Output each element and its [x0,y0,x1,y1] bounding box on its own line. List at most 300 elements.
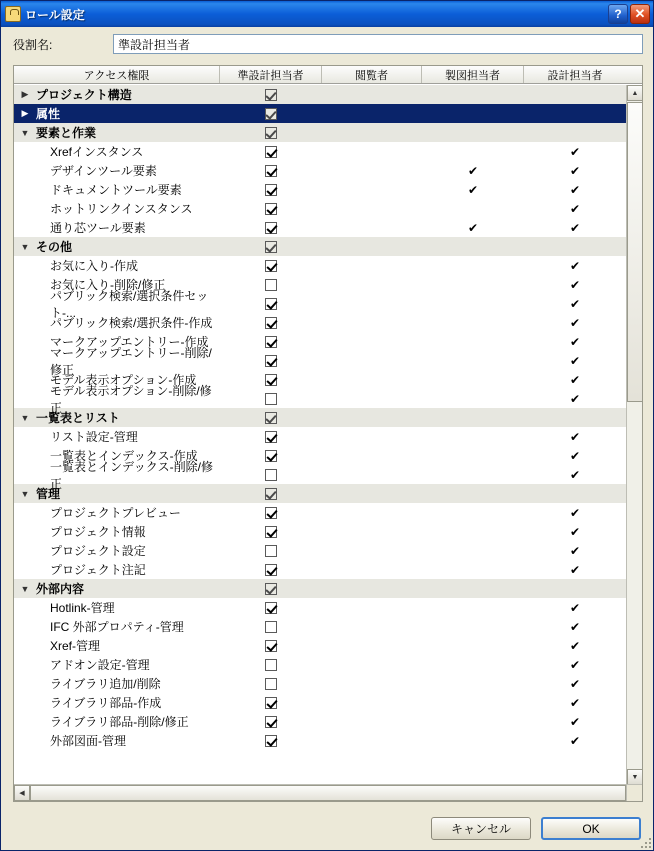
checkbox[interactable] [265,507,277,519]
cell-role1[interactable] [220,617,322,636]
cell-role1[interactable] [220,636,322,655]
cell-role2[interactable] [322,161,422,180]
disclosure-triangle-icon[interactable]: ▼ [20,241,30,252]
cell-role4[interactable] [524,313,626,332]
row-label: Hotlink-管理 [50,601,115,615]
cell-role3[interactable] [422,522,524,541]
cell-role3[interactable] [422,332,524,351]
check-mark-icon: ✔ [569,448,581,463]
cell-role1[interactable] [220,123,322,142]
checkbox[interactable] [265,602,277,614]
table-row[interactable] [14,459,626,491]
cell-role4[interactable] [524,237,626,256]
table-row[interactable] [14,503,626,522]
cell-role4[interactable] [524,199,626,218]
cell-role1[interactable] [220,275,322,294]
cell-role4[interactable] [524,541,626,560]
cell-role4[interactable] [524,617,626,636]
cell-role2[interactable] [322,579,422,598]
cell-role4[interactable] [524,389,626,408]
check-mark-icon: ✔ [569,353,581,368]
group-row[interactable] [14,484,626,503]
table-row[interactable] [14,345,626,377]
checkbox[interactable] [265,526,277,538]
cell-role2[interactable] [322,142,422,161]
cell-role1[interactable] [220,180,322,199]
row-label: ライブラリ部品-作成 [50,696,162,710]
cell-role1[interactable] [220,389,322,408]
table-row[interactable] [14,655,626,674]
checkbox-mixed[interactable] [265,488,277,500]
table-row[interactable] [14,161,626,180]
table-row[interactable] [14,522,626,541]
cell-role1[interactable] [220,218,322,237]
disclosure-triangle-icon[interactable]: ▶ [21,89,29,99]
cell-role3[interactable] [422,104,524,123]
cell-role1[interactable] [220,465,322,484]
cell-role3[interactable] [422,731,524,750]
rolename-input[interactable] [113,34,643,54]
row-label: 一覧表とリスト [36,411,120,425]
cell-role3[interactable] [422,712,524,731]
cell-role3[interactable] [422,465,524,484]
checkbox-mixed[interactable] [265,89,277,101]
cell-role2[interactable] [322,180,422,199]
cell-role1[interactable] [220,503,322,522]
row-label: IFC 外部プロパティ-管理 [50,620,184,634]
cell-role4[interactable] [524,294,626,313]
table-row[interactable] [14,288,626,320]
check-mark-icon: ✔ [569,391,581,406]
check-mark-icon: ✔ [569,144,581,159]
row-label-cell [14,142,220,161]
cell-role2[interactable] [322,560,422,579]
group-row[interactable] [14,85,626,104]
row-label-cell [14,674,220,693]
table-row[interactable] [14,427,626,446]
column-header-access[interactable]: アクセス権限 [14,66,220,83]
column-header-role4[interactable]: 設計担当者 [547,69,603,82]
row-label-cell [14,598,220,617]
table-row[interactable] [14,142,626,161]
cell-role1[interactable] [220,712,322,731]
cell-role2[interactable] [322,503,422,522]
group-row[interactable] [14,408,626,427]
cell-role4[interactable] [524,161,626,180]
checkbox[interactable] [265,545,277,557]
checkbox[interactable] [265,450,277,462]
cell-role4[interactable] [524,560,626,579]
close-button[interactable]: ✕ [630,4,650,24]
checkbox[interactable] [265,260,277,272]
cell-role3[interactable] [422,85,524,104]
column-header-role2[interactable]: 閲覧者 [322,66,422,83]
row-label: お気に入り-作成 [50,259,138,273]
row-label: 一覧表とインデックス-作成 [50,449,198,463]
checkbox[interactable] [265,374,277,386]
row-label-cell [14,636,220,655]
cell-role1[interactable] [220,199,322,218]
checkbox[interactable] [265,317,277,329]
cell-role2[interactable] [322,332,422,351]
cell-role1[interactable] [220,313,322,332]
cell-role1[interactable] [220,408,322,427]
cell-role2[interactable] [322,693,422,712]
check-mark-icon: ✔ [569,201,581,216]
cell-role4[interactable] [524,123,626,142]
cell-role4[interactable] [524,408,626,427]
cell-role1[interactable] [220,655,322,674]
check-mark-icon: ✔ [569,619,581,634]
cell-role4[interactable] [524,85,626,104]
cell-role4[interactable] [524,484,626,503]
cell-role3[interactable] [422,313,524,332]
cell-role2[interactable] [322,712,422,731]
checkbox-mixed[interactable] [265,583,277,595]
cell-role2[interactable] [322,104,422,123]
cell-role3[interactable] [422,674,524,693]
scrollbar-corner [626,784,642,801]
cell-role4[interactable] [524,503,626,522]
cell-role3[interactable] [422,427,524,446]
check-mark-icon: ✔ [569,695,581,710]
cell-role4[interactable] [524,104,626,123]
cell-role1[interactable] [220,237,322,256]
cell-role3[interactable] [422,579,524,598]
checkbox[interactable] [265,222,277,234]
row-label: お気に入り-削除/修正 [50,278,166,292]
table-row[interactable] [14,712,626,731]
table-row[interactable] [14,180,626,199]
group-row[interactable] [14,123,626,142]
table-row[interactable] [14,541,626,560]
table-row[interactable] [14,598,626,617]
row-label: アドオン設定-管理 [50,658,150,672]
check-mark-icon: ✔ [569,733,581,748]
cell-role2[interactable] [322,351,422,370]
scroll-left-button[interactable]: ◀ [14,785,30,801]
row-label-cell [14,484,220,503]
checkbox-mixed[interactable] [265,127,277,139]
cell-role4[interactable] [524,180,626,199]
cell-role4[interactable] [524,332,626,351]
checkbox[interactable] [265,203,277,215]
cell-role2[interactable] [322,674,422,693]
dialog-footer [431,817,641,840]
table-row[interactable] [14,731,626,750]
row-label: ライブラリ追加/削除 [50,677,161,691]
checkbox[interactable] [265,393,277,405]
column-header-pad [626,66,642,83]
cell-role3[interactable] [422,199,524,218]
table-row[interactable] [14,383,626,415]
cell-role1[interactable] [220,541,322,560]
row-label-cell [14,503,220,522]
cell-role3[interactable] [422,484,524,503]
cell-role4[interactable] [524,218,626,237]
cell-role1[interactable] [220,693,322,712]
table-row[interactable] [14,674,626,693]
resize-grip[interactable] [639,836,651,848]
checkbox[interactable] [265,659,277,671]
check-mark-icon: ✔ [569,600,581,615]
cell-role4[interactable] [524,712,626,731]
cell-role3[interactable] [422,693,524,712]
cell-role3[interactable] [422,636,524,655]
cell-role4[interactable] [524,427,626,446]
cell-role2[interactable] [322,598,422,617]
row-label: 要素と作業 [36,126,97,140]
check-mark-icon: ✔ [569,676,581,691]
cell-role4[interactable] [524,351,626,370]
check-mark-icon: ✔ [569,372,581,387]
cell-role2[interactable] [322,465,422,484]
window-title: ロール設定 [25,7,85,22]
cell-role3[interactable] [422,655,524,674]
check-mark-icon: ✔ [569,277,581,292]
row-label-cell [14,199,220,218]
cell-role1[interactable] [220,427,322,446]
check-mark-icon: ✔ [569,163,581,178]
cell-role3[interactable] [422,275,524,294]
scroll-up-button[interactable]: ▲ [627,85,643,101]
table-row[interactable] [14,693,626,712]
disclosure-triangle-icon[interactable]: ▼ [20,583,30,594]
table-header [14,66,642,84]
app-icon [5,6,21,22]
checkbox[interactable] [265,564,277,576]
disclosure-triangle-icon[interactable]: ▶ [21,108,29,118]
cell-role2[interactable] [322,522,422,541]
row-label-cell [14,655,220,674]
cell-role1[interactable] [220,294,322,313]
cell-role3[interactable] [422,598,524,617]
cell-role2[interactable] [322,199,422,218]
row-label-cell [14,522,220,541]
checkbox[interactable] [265,165,277,177]
scroll-down-button[interactable]: ▼ [627,769,643,785]
checkbox[interactable] [265,184,277,196]
row-label-cell [14,617,220,636]
row-label: マークアップエントリー-作成 [50,335,209,349]
disclosure-triangle-icon[interactable]: ▼ [20,488,30,499]
row-label-cell [14,218,220,237]
cancel-button[interactable]: キャンセル [431,817,531,840]
cell-role2[interactable] [322,655,422,674]
cell-role4[interactable] [524,446,626,465]
table-row[interactable] [14,560,626,579]
checkbox-mixed[interactable] [265,412,277,424]
cell-role2[interactable] [322,389,422,408]
cell-role1[interactable] [220,484,322,503]
cell-role3[interactable] [422,218,524,237]
cell-role3[interactable] [422,161,524,180]
table-row[interactable] [14,617,626,636]
cell-role2[interactable] [322,617,422,636]
table-row[interactable] [14,636,626,655]
cell-role4[interactable] [524,370,626,389]
cell-role4[interactable] [524,275,626,294]
cell-role3[interactable] [422,142,524,161]
cell-role4[interactable] [524,579,626,598]
cell-role2[interactable] [322,408,422,427]
cell-role4[interactable] [524,256,626,275]
cell-role2[interactable] [322,446,422,465]
vertical-scrollbar[interactable] [626,85,642,785]
cell-role2[interactable] [322,85,422,104]
row-label: プロジェクト設定 [50,544,146,558]
check-mark-icon: ✔ [569,505,581,520]
checkbox[interactable] [265,678,277,690]
checkbox[interactable] [265,640,277,652]
checkbox[interactable] [265,431,277,443]
row-label: Xrefインスタンス [50,145,144,159]
cell-role1[interactable] [220,579,322,598]
group-row[interactable] [14,104,626,123]
cell-role1[interactable] [220,85,322,104]
cell-role2[interactable] [322,731,422,750]
row-label-cell [14,408,220,427]
cell-role2[interactable] [322,275,422,294]
checkbox-mixed[interactable] [265,108,277,120]
checkbox[interactable] [265,336,277,348]
table-body[interactable] [14,85,626,785]
cell-role3[interactable] [422,180,524,199]
checkbox[interactable] [265,697,277,709]
row-label-cell [14,459,220,491]
row-label: プロジェクト構造 [36,88,132,102]
row-label-cell [14,345,220,377]
row-label-cell [14,383,220,415]
cell-role4[interactable] [524,598,626,617]
help-button[interactable]: ? [608,4,628,24]
row-label-cell [14,104,220,123]
cell-role1[interactable] [220,161,322,180]
cell-role2[interactable] [322,218,422,237]
table-row[interactable] [14,313,626,332]
rolename-row [1,27,653,60]
cell-role3[interactable] [422,351,524,370]
check-mark-icon: ✔ [569,334,581,349]
cell-role4[interactable] [524,465,626,484]
cell-role1[interactable] [220,332,322,351]
cell-role1[interactable] [220,560,322,579]
cell-role4[interactable] [524,142,626,161]
cell-role3[interactable] [422,541,524,560]
cell-role1[interactable] [220,104,322,123]
cell-role3[interactable] [422,446,524,465]
column-header-role3[interactable]: 製図担当者 [422,66,524,83]
cell-role2[interactable] [322,427,422,446]
ok-button[interactable]: OK [541,817,641,840]
cell-role1[interactable] [220,598,322,617]
checkbox[interactable] [265,298,277,310]
cell-role3[interactable] [422,123,524,142]
row-label: ホットリンクインスタンス [50,202,193,216]
row-label: プロジェクト情報 [50,525,146,539]
checkbox[interactable] [265,355,277,367]
vertical-scroll-thumb[interactable] [627,102,643,402]
row-label-cell [14,541,220,560]
row-label: デザインツール要素 [50,164,157,178]
cell-role2[interactable] [322,256,422,275]
cell-role1[interactable] [220,351,322,370]
check-mark-icon: ✔ [569,258,581,273]
cell-role4[interactable] [524,636,626,655]
cell-role2[interactable] [322,370,422,389]
cell-role4[interactable] [524,674,626,693]
cell-role3[interactable] [422,617,524,636]
cell-role2[interactable] [322,484,422,503]
column-header-role1[interactable]: 準設計担当者 [220,66,322,83]
cell-role1[interactable] [220,370,322,389]
cell-role3[interactable] [422,294,524,313]
row-label: その他 [36,240,73,254]
cell-role3[interactable] [422,237,524,256]
cell-role1[interactable] [220,256,322,275]
cell-role1[interactable] [220,674,322,693]
cell-role3[interactable] [422,389,524,408]
checkbox[interactable] [265,735,277,747]
disclosure-triangle-icon[interactable]: ▼ [20,127,30,138]
checkbox[interactable] [265,469,277,481]
cell-role1[interactable] [220,142,322,161]
row-label-cell [14,313,220,332]
cell-role3[interactable] [422,503,524,522]
cell-role2[interactable] [322,237,422,256]
cell-role3[interactable] [422,370,524,389]
cell-role4[interactable] [524,522,626,541]
table-row[interactable] [14,199,626,218]
cell-role3[interactable] [422,256,524,275]
cell-role2[interactable] [322,123,422,142]
cell-role2[interactable] [322,294,422,313]
checkbox[interactable] [265,716,277,728]
row-label-cell [14,560,220,579]
checkbox[interactable] [265,279,277,291]
check-mark-icon: ✔ [569,467,581,482]
checkbox[interactable] [265,146,277,158]
row-label: パブリック検索/選択条件セット-... [50,288,209,320]
cell-role3[interactable] [422,408,524,427]
checkbox[interactable] [265,621,277,633]
check-mark-icon: ✔ [467,182,479,197]
cell-role1[interactable] [220,522,322,541]
row-label-cell [14,693,220,712]
cell-role4[interactable] [524,693,626,712]
cell-role1[interactable] [220,446,322,465]
cell-role4[interactable] [524,655,626,674]
row-label: 属性 [36,107,61,121]
check-mark-icon: ✔ [569,543,581,558]
cell-role2[interactable] [322,541,422,560]
group-row[interactable] [14,237,626,256]
table-row[interactable] [14,218,626,237]
horizontal-scrollbar[interactable] [14,784,642,801]
cell-role2[interactable] [322,636,422,655]
table-row[interactable] [14,256,626,275]
cell-role3[interactable] [422,560,524,579]
cell-role2[interactable] [322,313,422,332]
horizontal-scroll-thumb[interactable] [30,785,626,801]
disclosure-triangle-icon[interactable]: ▼ [20,412,30,423]
checkbox-mixed[interactable] [265,241,277,253]
cell-role1[interactable] [220,731,322,750]
group-row[interactable] [14,579,626,598]
row-label: 一覧表とインデックス-削除/修正 [50,459,213,491]
cell-role4[interactable] [524,731,626,750]
check-mark-icon: ✔ [467,220,479,235]
